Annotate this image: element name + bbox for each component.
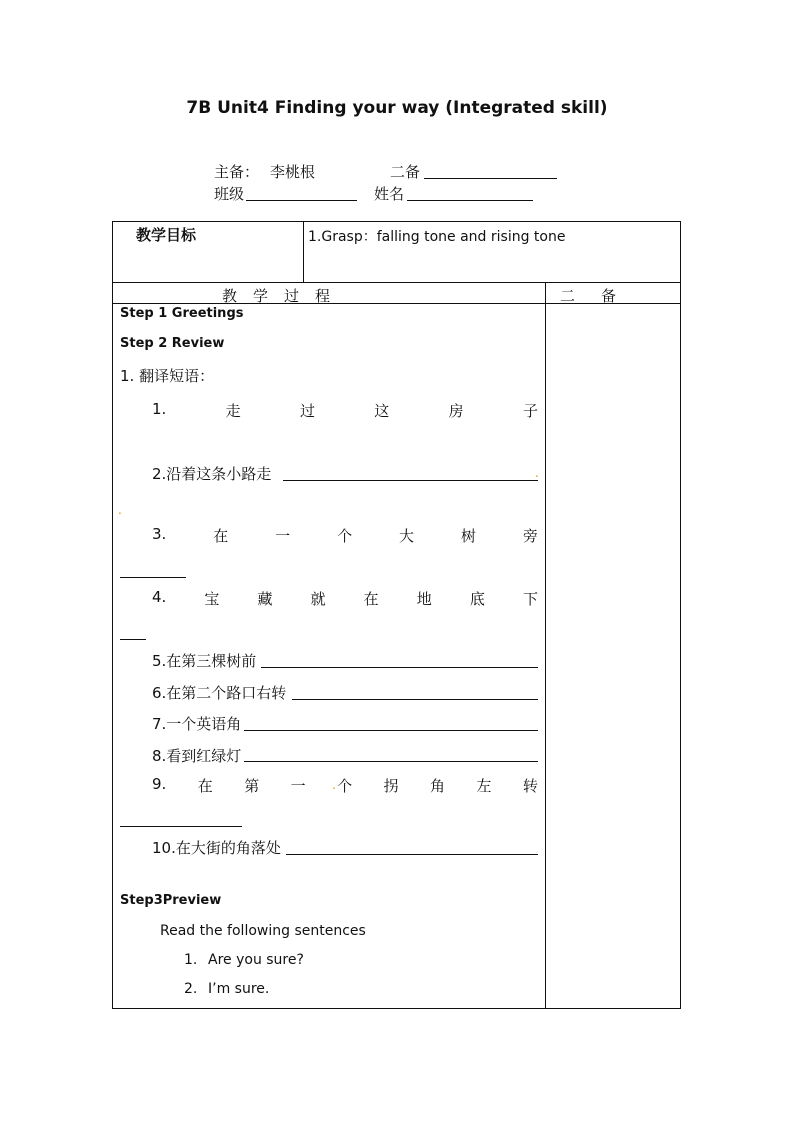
item-10-blank[interactable] <box>286 854 538 855</box>
objective-text: 1.Grasp：falling tone and rising tone <box>308 229 566 245</box>
exercise-item-8: 8.看到红绿灯 <box>152 747 242 765</box>
mark-dot: . <box>118 503 122 517</box>
item-5-blank[interactable] <box>261 667 538 668</box>
exercise-item-10: 10.在大街的角落处 <box>152 839 281 857</box>
mark-dot: . <box>535 466 539 480</box>
preparer-label: 主备： <box>214 163 260 181</box>
step1-heading: Step 1 Greetings <box>120 306 244 321</box>
objective-label: 教学目标 <box>136 226 197 244</box>
exercise-item-2: 2.沿着这条小路走 <box>152 465 272 483</box>
task-label: 1. 翻译短语： <box>120 367 215 385</box>
sentence-2: I’m sure. <box>208 981 270 997</box>
item-4-blank[interactable] <box>120 639 146 640</box>
page-title: 7B Unit4 Finding your way (Integrated skill) <box>186 98 608 118</box>
item-3-blank[interactable] <box>120 577 186 578</box>
second-prep-header: 二 备 <box>560 287 616 305</box>
sentence-2-number: 2. <box>184 981 198 997</box>
exercise-item-5: 5.在第三棵树前 <box>152 652 257 670</box>
step3-heading: Step3Preview <box>120 893 222 908</box>
preview-instruction: Read the following sentences <box>160 923 366 939</box>
name-blank[interactable] <box>407 200 533 201</box>
second-preparer-blank[interactable] <box>424 178 557 179</box>
sentence-1: Are you sure? <box>208 952 304 968</box>
sentence-1-number: 1. <box>184 952 198 968</box>
class-label: 班级 <box>214 185 245 203</box>
class-blank[interactable] <box>246 200 357 201</box>
second-preparer-label: 二备 <box>390 163 421 181</box>
exercise-item-1: 1. 走 过 这 房 子 <box>152 400 538 420</box>
item-2-blank[interactable] <box>283 480 538 481</box>
exercise-item-3: 3. 在 一 个 大 树 旁 <box>152 525 538 545</box>
exercise-item-9: 9. 在 第 一 个 拐 角 左 转 <box>152 775 538 795</box>
exercise-item-6: 6.在第二个路口右转 <box>152 684 287 702</box>
item-9-blank[interactable] <box>120 826 242 827</box>
item-8-blank[interactable] <box>244 761 538 762</box>
preparer-name: 李桃根 <box>270 163 316 181</box>
process-header: 教 学 过 程 <box>222 287 330 305</box>
exercise-item-7: 7.一个英语角 <box>152 715 242 733</box>
exercise-item-4: 4. 宝 藏 就 在 地 底 下 <box>152 588 538 608</box>
item-7-blank[interactable] <box>244 730 538 731</box>
name-label: 姓名 <box>374 185 405 203</box>
step2-heading: Step 2 Review <box>120 336 225 351</box>
item-6-blank[interactable] <box>292 699 538 700</box>
mark-dot: . <box>332 778 336 792</box>
